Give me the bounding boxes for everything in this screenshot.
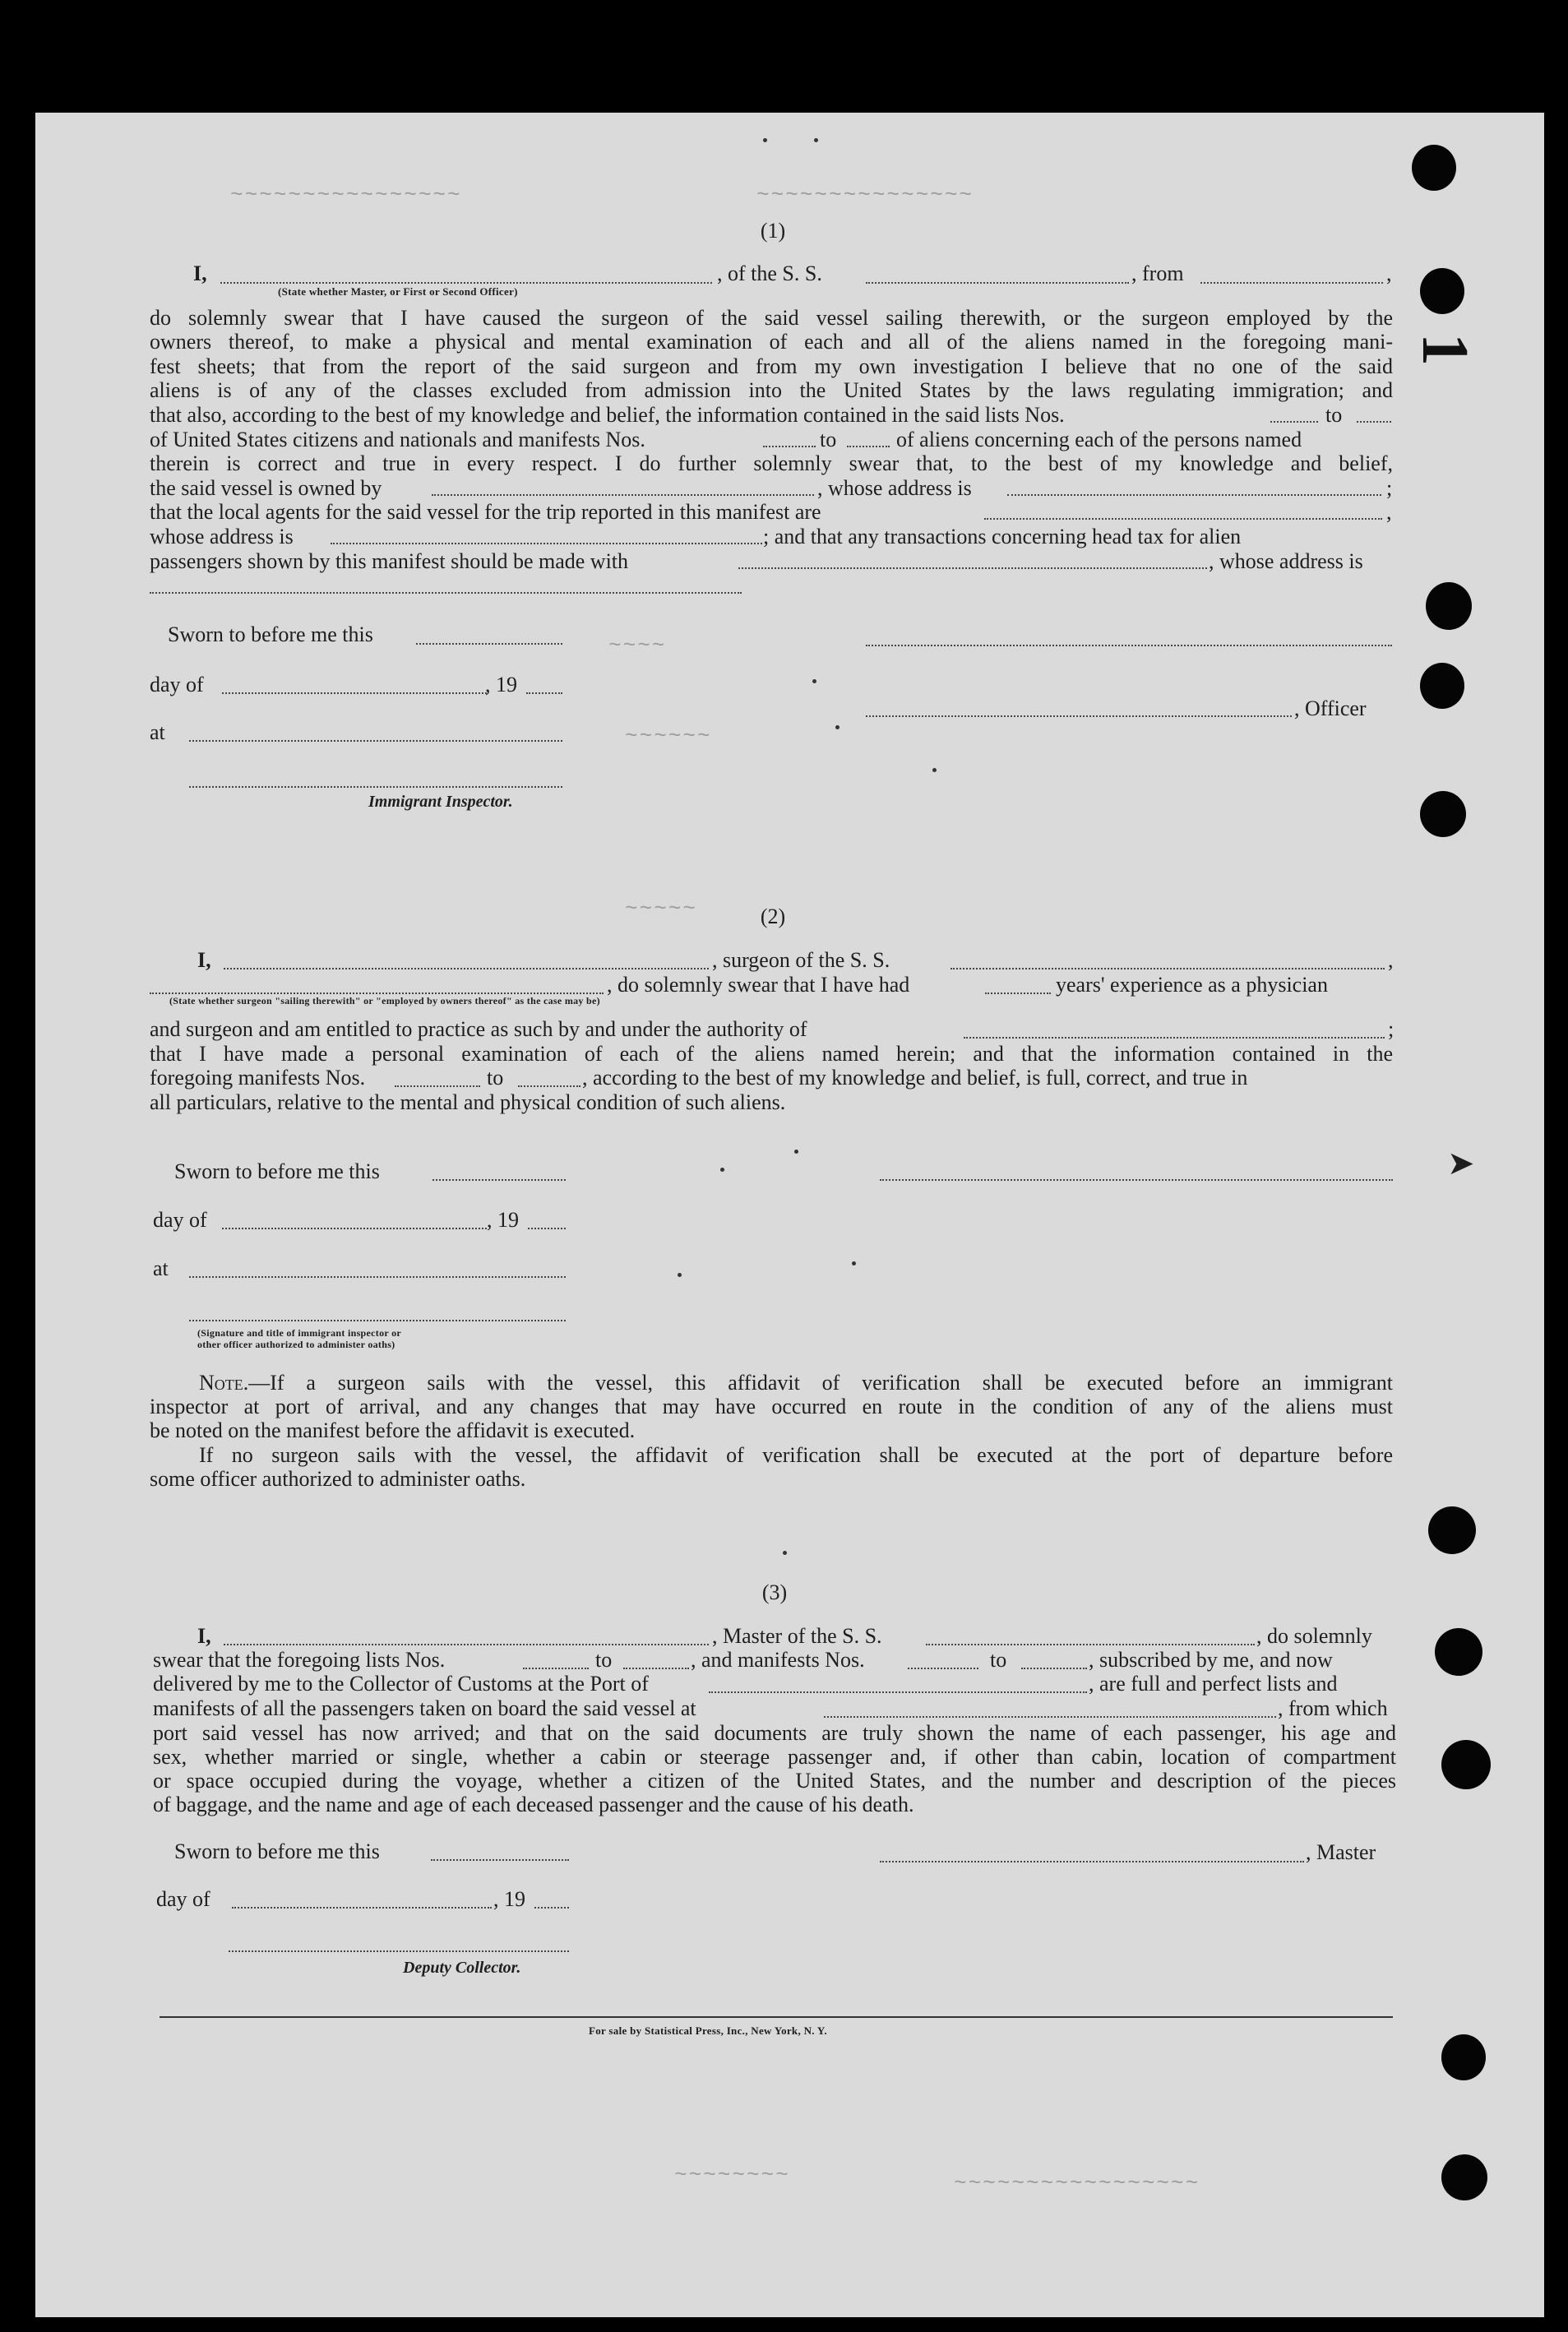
s3-solemnly-text: , do solemnly [1256, 1624, 1372, 1648]
s2-note-line: some officer authorized to administer oaths. [150, 1467, 526, 1491]
ink-speck [783, 1551, 787, 1555]
binder-hole [1420, 268, 1464, 314]
s1-month-field[interactable] [222, 692, 487, 694]
s2-signature-hint-line2: other officer authorized to administer oaths) [197, 1339, 395, 1350]
s2-swear-text: , do solemnly swear that I have had [607, 973, 910, 997]
s1-officer-label: , Officer [1294, 696, 1367, 720]
show-through-text: ~~~~~~~~ [674, 2163, 790, 2187]
s2-manifests-label: foregoing manifests Nos. [150, 1066, 366, 1090]
s2-manifests-to-field[interactable] [518, 1085, 580, 1087]
s1-year-field[interactable] [526, 692, 562, 694]
s1-officer-name-field[interactable] [866, 645, 1392, 646]
s3-manifests-to-field[interactable] [1021, 1668, 1087, 1669]
s2-authority-text: and surgeon and am entitled to practice as such by and under the authority of [150, 1017, 807, 1041]
s1-from-field[interactable] [1200, 282, 1383, 284]
s3-taken-on-board-text: manifests of all the passengers taken on board the said vessel at [153, 1696, 696, 1720]
s3-lists-label: swear that the foregoing lists Nos. [153, 1648, 446, 1672]
s3-port-label: delivered by me to the Collector of Customs at the Port of [153, 1672, 649, 1696]
s2-paragraph-line: that I have made a personal examination of each of the aliens named herein; and that the information contained in the [150, 1042, 1393, 1066]
s2-note-text: If no surgeon sails with the vessel, the affidavit of verification shall be executed at the port of departure before [199, 1443, 1393, 1467]
section-2-number: (2) [760, 905, 786, 928]
s3-lists-to-label: to [595, 1648, 613, 1672]
s1-line8-semicolon: ; [1386, 476, 1393, 500]
s1-manifests-to-field[interactable] [847, 446, 890, 447]
s1-aliens-text: of aliens concerning each of the persons named [896, 428, 1302, 451]
s2-sworn-date-field[interactable] [432, 1179, 566, 1181]
s3-subscribed-text: , subscribed by me, and now [1089, 1648, 1333, 1672]
ink-speck [812, 679, 816, 683]
s3-deputy-label: Deputy Collector. [403, 1959, 521, 1977]
s1-year-label: , 19 [485, 673, 517, 696]
binder-hole [1435, 1628, 1482, 1676]
s3-lists-to-field[interactable] [623, 1668, 689, 1669]
s2-line1-comma: , [1388, 948, 1394, 972]
show-through-text: ~~~~~~ [625, 724, 712, 748]
s1-agents-address-label: whose address is [150, 525, 294, 548]
s3-departure-port-field[interactable] [824, 1716, 1276, 1718]
s2-i-label: I, [197, 948, 211, 972]
s2-paragraph-last-line: all particulars, relative to the mental and physical condition of such aliens. [150, 1090, 786, 1114]
s1-vessel-field[interactable] [866, 282, 1129, 284]
s2-surgeon-status-field[interactable] [150, 992, 604, 994]
s2-authority-field[interactable] [964, 1037, 1385, 1039]
s3-paragraph-last-line: of baggage, and the name and age of each deceased passenger and the cause of his death. [153, 1793, 914, 1816]
s2-month-field[interactable] [222, 1228, 487, 1229]
s1-paragraph-line: owners thereof, to make a physical and mental examination of each and all of the aliens named in the foregoing mani- [150, 330, 1393, 354]
handwritten-page-mark: 1 [1408, 333, 1481, 366]
s2-manifests-to-label: to [487, 1066, 504, 1090]
ink-speck [678, 1273, 682, 1277]
s1-local-agents-label: that the local agents for the said vessel for the trip reported in this manifest are [150, 500, 821, 524]
s1-paragraph-line: therein is correct and true in every respect. I do further solemnly swear that, to the best of my knowledge and belief, [150, 451, 1393, 475]
s2-belief-text: , according to the best of my knowledge and belief, is full, correct, and true in [582, 1066, 1248, 1090]
s1-inspector-label: Immigrant Inspector. [368, 793, 513, 811]
printer-credit: For sale by Statistical Press, Inc., New York, N. Y. [589, 2024, 827, 2037]
s1-lists-from-field[interactable] [1270, 421, 1318, 423]
s1-line9-comma: , [1386, 500, 1392, 524]
s3-deputy-signature-field[interactable] [229, 1950, 569, 1952]
ink-speck [835, 725, 840, 729]
s3-year-label: , 19 [493, 1887, 525, 1911]
s2-day-of-label: day of [153, 1208, 207, 1232]
s3-paragraph-line: or space occupied during the voyage, whether a citizen of the United States, and the number and description of the pieces [153, 1769, 1396, 1793]
s2-signature-hint-line1: (Signature and title of immigrant inspector or [197, 1327, 402, 1339]
ink-speck [814, 138, 818, 142]
s1-officer-signature-field[interactable] [866, 715, 1292, 717]
s3-i-label: I, [197, 1624, 211, 1648]
s3-from-which-text: , from which [1278, 1696, 1388, 1720]
show-through-text: ~~~~~ [625, 896, 698, 921]
s2-surgeon-of-ss-label: , surgeon of the S. S. [712, 948, 890, 972]
s3-manifests-label: , and manifests Nos. [691, 1648, 865, 1672]
s1-manifests-text: of United States citizens and nationals and manifests Nos. [150, 428, 645, 451]
s1-lists-nos-text: that also, according to the best of my knowledge and belief, the information contained in the said lists Nos. [150, 403, 1065, 427]
ink-speck [720, 1168, 724, 1172]
s3-port-field[interactable] [709, 1691, 1087, 1693]
s2-at-field[interactable] [189, 1276, 566, 1278]
binder-hole [1441, 2034, 1486, 2080]
s1-paragraph-line: fest sheets; that from the report of the said surgeon and from my own investigation I believe that no one of the said [150, 354, 1393, 378]
s3-master-name-field[interactable] [224, 1644, 709, 1645]
s1-manifests-from-field[interactable] [763, 446, 816, 447]
s2-note-line [150, 1443, 1393, 1468]
binder-hole [1441, 2154, 1487, 2200]
s3-lists-from-field[interactable] [523, 1668, 589, 1669]
s3-sworn-label: Sworn to before me this [174, 1839, 380, 1863]
s1-i-label: I, [193, 261, 207, 285]
s1-officer-rank-hint: (State whether Master, or First or Second Officer) [278, 285, 518, 298]
show-through-text: ~~~~~~~~~~~~~~~~ [230, 183, 462, 207]
s1-owner-address-label: , whose address is [817, 476, 972, 500]
s1-owned-by-label: the said vessel is owned by [150, 476, 382, 500]
binder-hole [1428, 1506, 1476, 1554]
margin-tick-mark: ➤ [1447, 1145, 1475, 1182]
s1-lists-to-label: to [1325, 403, 1343, 427]
s3-day-of-label: day of [156, 1887, 210, 1911]
s2-note-line [150, 1371, 1393, 1395]
section-1-number: (1) [760, 219, 786, 243]
s3-paragraph-line: sex, whether married or single, whether a cabin or steerage passenger and, if other than cabin, location of compartment [153, 1745, 1396, 1769]
s3-sworn-date-field[interactable] [431, 1859, 569, 1861]
s1-owner-field[interactable] [432, 494, 814, 496]
s3-manifests-from-field[interactable] [908, 1668, 978, 1669]
binder-hole [1420, 663, 1464, 709]
s2-vessel-field[interactable] [951, 968, 1385, 969]
ink-speck [794, 1150, 798, 1154]
s2-manifests-from-field[interactable] [395, 1085, 480, 1087]
s3-perfect-lists-text: , are full and perfect lists and [1089, 1672, 1338, 1696]
s1-officer-rank-field[interactable] [220, 282, 712, 284]
s1-paragraph-line: aliens is of any of the classes excluded from admission into the United States by the laws regulating immigration; and [150, 378, 1393, 402]
s1-sworn-date-field[interactable] [416, 643, 562, 645]
s1-local-agents-field[interactable] [984, 518, 1382, 520]
s1-contact-address-field[interactable] [150, 592, 742, 594]
s2-surgeon-status-hint: (State whether surgeon "sailing therewith" or "employed by owners thereof" as the case may be) [169, 995, 600, 1006]
s3-master-of-ss-label: , Master of the S. S. [712, 1624, 882, 1648]
show-through-text: ~~~~ [608, 633, 667, 658]
s2-year-field[interactable] [528, 1228, 566, 1229]
s2-note-line: be noted on the manifest before the affidavit is executed. [150, 1418, 636, 1442]
binder-hole [1426, 582, 1472, 630]
binder-hole [1412, 145, 1456, 191]
s3-vessel-field[interactable] [926, 1644, 1255, 1645]
s1-manifests-to-label: to [820, 428, 837, 451]
binder-hole [1441, 1740, 1491, 1789]
s1-day-of-label: day of [150, 673, 204, 696]
s2-surgeon-name-field[interactable] [224, 968, 709, 969]
s1-lists-to-field[interactable] [1357, 421, 1391, 423]
s1-head-tax-contact-field[interactable] [738, 567, 1207, 569]
s2-line3-semicolon: ; [1388, 1017, 1395, 1041]
s2-year-label: , 19 [487, 1208, 519, 1232]
show-through-text: ~~~~~~~~~~~~~~~ [756, 183, 974, 207]
s3-master-label: , Master [1306, 1840, 1376, 1864]
s2-years-field[interactable] [985, 992, 1051, 994]
s1-of-ss-label: , of the S. S. [717, 261, 822, 285]
s3-paragraph-line: port said vessel has now arrived; and that on the said documents are truly shown the name of each passenger, his age and [153, 1721, 1396, 1745]
section-3-number: (3) [761, 1580, 788, 1604]
s1-from-label: , from [1131, 261, 1184, 285]
s3-master-signature-field[interactable] [880, 1861, 1304, 1862]
s2-inspector-signature-field[interactable] [189, 1320, 566, 1321]
s1-inspector-signature-field[interactable] [189, 786, 562, 788]
s2-note-line: inspector at port of arrival, and any changes that may have occurred en route in the condition of any of the aliens must [150, 1395, 1393, 1418]
s1-line1-comma: , [1386, 261, 1392, 285]
footer-rule [160, 2016, 1393, 2018]
s2-note-text: —If a surgeon sails with the vessel, this affidavit of verification shall be executed before an immigrant [248, 1371, 1393, 1395]
s2-years-text: years' experience as a physician [1056, 973, 1328, 997]
show-through-text: ~~~~~~~~~~~~~~~~~ [954, 2171, 1200, 2196]
s2-signature-field[interactable] [880, 1179, 1393, 1181]
s1-head-tax-text: ; and that any transactions concerning head tax for alien [763, 525, 1242, 548]
s1-at-field[interactable] [189, 740, 562, 742]
s1-owner-address-field[interactable] [1007, 494, 1381, 496]
s2-at-label: at [153, 1256, 169, 1280]
s2-sworn-label: Sworn to before me this [174, 1159, 380, 1183]
s3-year-field[interactable] [534, 1907, 569, 1909]
binder-hole [1420, 791, 1466, 837]
ink-speck [763, 138, 767, 142]
ink-speck [852, 1261, 856, 1265]
s3-month-field[interactable] [232, 1907, 492, 1909]
s1-agents-address-field[interactable] [331, 543, 762, 544]
s1-sworn-label: Sworn to before me this [168, 622, 373, 646]
s1-paragraph-line: do solemnly swear that I have caused the surgeon of the said vessel sailing therewith, or the surgeon employed by the [150, 306, 1393, 330]
s3-manifests-to-label: to [990, 1648, 1007, 1672]
ink-speck [932, 768, 937, 772]
s2-note-label: Note. [199, 1371, 249, 1395]
s1-contact-address-label: , whose address is [1209, 549, 1363, 573]
s1-head-tax-with-label: passengers shown by this manifest should be made with [150, 549, 629, 573]
s1-at-label: at [150, 720, 165, 744]
